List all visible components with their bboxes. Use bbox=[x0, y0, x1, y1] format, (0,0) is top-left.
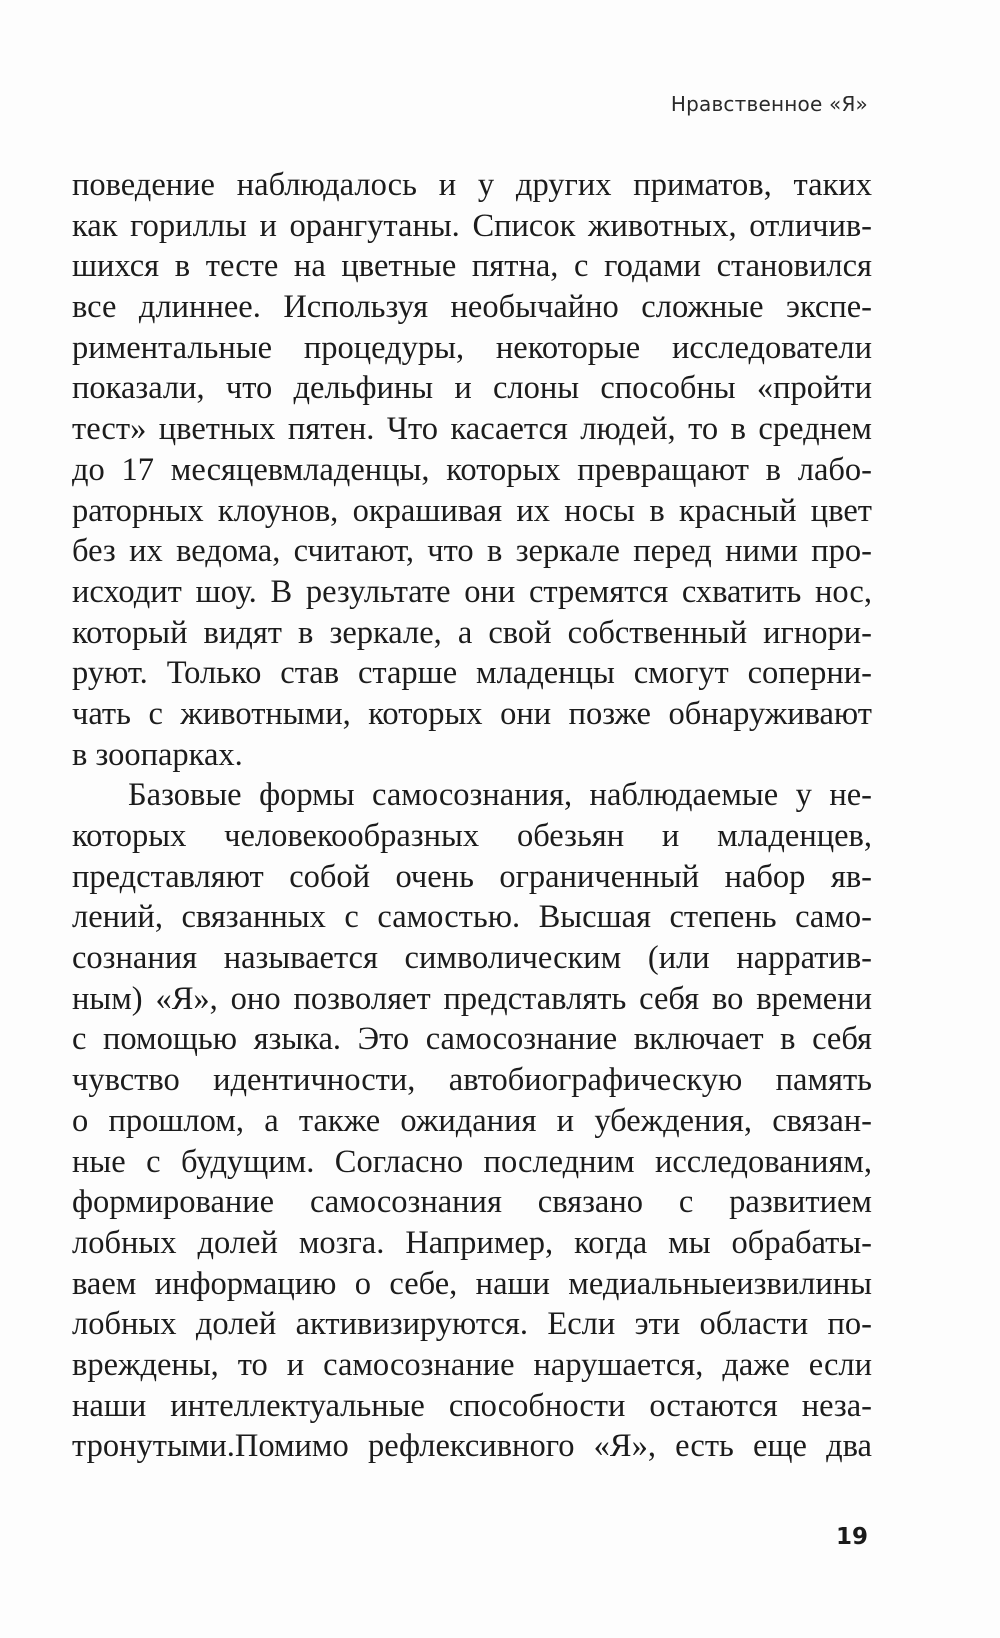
text-line: который видят в зеркале, а свой собственный игнори- bbox=[72, 614, 872, 651]
text-line: лений, связанных с самостью. Высшая степень само- bbox=[72, 899, 872, 936]
text-line: до 17 месяцевмладенцы, которых превращают в лабо- bbox=[72, 451, 872, 488]
text-line: чать с животными, которых они позже обнаруживают bbox=[72, 695, 872, 732]
page-number: 19 bbox=[835, 1524, 868, 1550]
text-line: вреждены, то и самосознание нарушается, даже если bbox=[72, 1346, 872, 1383]
text-line: раторных клоунов, окрашивая их носы в красный цвет bbox=[72, 492, 872, 529]
text-line: лобных долей мозга. Например, когда мы обрабаты- bbox=[72, 1224, 872, 1261]
text-line: как гориллы и орангутаны. Список животных, отличив- bbox=[72, 207, 872, 244]
text-line: риментальные процедуры, некоторые исследователи bbox=[72, 329, 872, 366]
text-line: ваем информацию о себе, наши медиальныеизвилины bbox=[72, 1265, 872, 1302]
body-text bbox=[72, 165, 872, 1467]
text-line-paragraph-end: в зоопарках. bbox=[72, 736, 243, 773]
text-line: сознания называется символическим (или нарратив- bbox=[72, 940, 872, 977]
text-line: лобных долей активизируются. Если эти области по- bbox=[72, 1306, 872, 1343]
text-line: о прошлом, а также ожидания и убеждения, связан- bbox=[72, 1102, 872, 1139]
text-line: наши интеллектуальные способности остаются неза- bbox=[72, 1387, 872, 1424]
text-line: с помощью языка. Это самосознание включает в себя bbox=[72, 1021, 872, 1058]
text-line: представляют собой очень ограниченный набор яв- bbox=[72, 858, 872, 895]
text-line: все длиннее. Используя необычайно сложные экспе- bbox=[72, 289, 872, 326]
text-line: формирование самосознания связано с развитием bbox=[72, 1184, 872, 1221]
text-line: тронутыми.Помимо рефлексивного «Я», есть еще два bbox=[72, 1428, 872, 1465]
text-line: руют. Только став старше младенцы смогут соперни- bbox=[72, 655, 872, 692]
text-line: чувство идентичности, автобиографическую память bbox=[72, 1062, 872, 1099]
text-line: тест» цветных пятен. Что касается людей, то в среднем bbox=[72, 411, 872, 448]
text-line: ным) «Я», оно позволяет представлять себя во времени bbox=[72, 980, 872, 1017]
running-head: Нравственное «Я» bbox=[670, 92, 868, 116]
text-line: исходит шоу. В результате они стремятся схватить нос, bbox=[72, 573, 872, 610]
text-line-paragraph-start: Базовые формы самосознания, наблюдаемые у не- bbox=[128, 777, 872, 814]
text-line: показали, что дельфины и слоны способны «пройти bbox=[72, 370, 872, 407]
text-line: которых человекообразных обезьян и младенцев, bbox=[72, 818, 872, 854]
text-line: шихся в тесте на цветные пятна, с годами становился bbox=[72, 248, 872, 285]
text-line: ные с будущим. Согласно последним исследованиям, bbox=[72, 1143, 872, 1180]
text-line: без их ведома, считают, что в зеркале перед ними про- bbox=[72, 533, 872, 570]
text-line: поведение наблюдалось и у других приматов, таких bbox=[72, 167, 872, 203]
